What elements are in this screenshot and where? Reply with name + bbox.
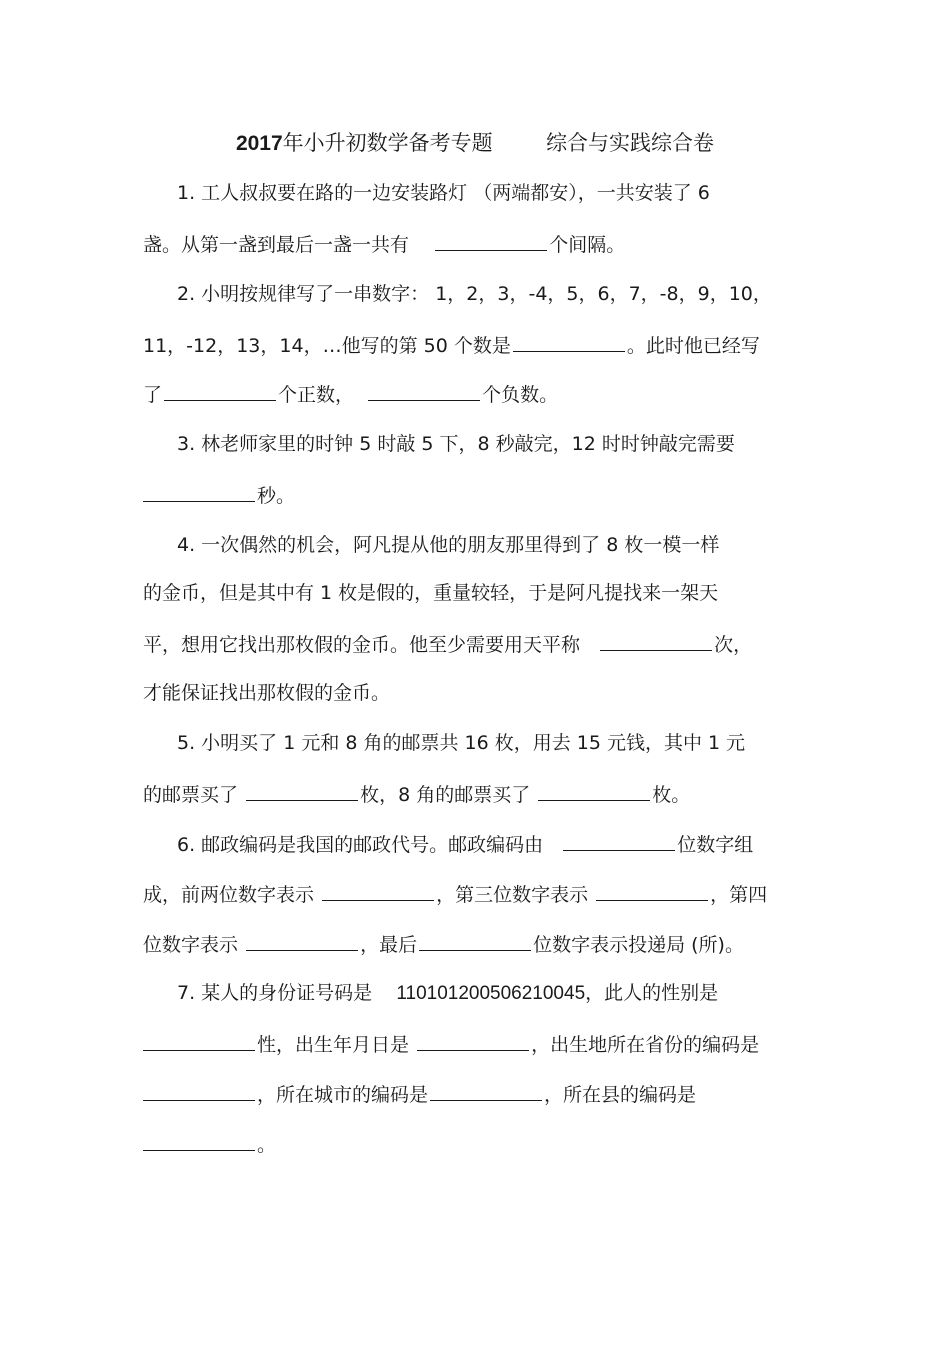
q6-line1: [177, 828, 807, 858]
q3-line2: [143, 479, 807, 509]
q7-text: ，出生地所在省份的编码是: [531, 1034, 760, 1056]
q4-line2: 的金币，但是其中有 1 枚是假的，重量较轻，于是阿凡提找来一架天: [143, 582, 719, 604]
answer-blank[interactable]: [563, 828, 675, 851]
q1-text: 盏。从第一盏到最后一盏一共有: [143, 234, 410, 256]
q4-text: 次，: [714, 634, 753, 656]
answer-blank[interactable]: [596, 878, 708, 901]
q7-text: ，所在县的编码是: [544, 1084, 697, 1106]
answer-blank[interactable]: [513, 329, 625, 352]
q7-line4: [143, 1128, 807, 1158]
answer-blank[interactable]: [417, 1028, 529, 1051]
answer-blank[interactable]: [430, 1078, 542, 1101]
q6-text: ，最后: [360, 934, 418, 956]
answer-blank[interactable]: [143, 1128, 255, 1151]
q2-text: 了: [143, 384, 163, 406]
q2-text: 11，-12，13，14，…他写的第 50 个数是: [143, 335, 511, 357]
answer-blank[interactable]: [143, 1028, 255, 1051]
q6-line2: [143, 878, 807, 908]
q5-text: 枚。: [652, 784, 691, 806]
q1-line2: [143, 228, 807, 258]
q5-line2: [143, 778, 807, 808]
q7-text: ，此人的性别是: [585, 982, 719, 1004]
q5-text: 的邮票买了: [143, 784, 239, 806]
q5-line1: 5. 小明买了 1 元和 8 角的邮票共 16 枚，用去 15 元钱，其中 1 元: [177, 732, 746, 754]
q6-text: ，第三位数字表示: [436, 884, 589, 906]
q2-text: 。此时他已经写: [626, 335, 760, 357]
answer-blank[interactable]: [246, 778, 358, 801]
answer-blank[interactable]: [246, 928, 358, 951]
q7-line2: [143, 1028, 807, 1058]
q5-text: 枚，8 角的邮票买了: [360, 784, 531, 806]
q2-line3: [143, 378, 807, 408]
answer-blank[interactable]: [538, 778, 650, 801]
title-sub: 综合与实践综合卷: [546, 131, 715, 155]
q4-line4: 才能保证找出那枚假的金币。: [143, 682, 391, 704]
q7-line3: [143, 1078, 807, 1108]
q6-line3: [143, 928, 807, 958]
page-title: [0, 128, 950, 159]
q4-line3: [143, 628, 807, 658]
q2-line2: [143, 329, 807, 359]
title-year: 2017: [235, 132, 283, 155]
answer-blank[interactable]: [164, 378, 276, 401]
q7-text: ，所在城市的编码是: [257, 1084, 429, 1106]
q7-line1: [177, 978, 807, 1008]
q6-text: 位数字表示投递局 (所)。: [533, 934, 744, 956]
q7-text: 性，出生年月日是: [257, 1034, 410, 1056]
q1-text: 个间隔。: [549, 234, 626, 256]
answer-blank[interactable]: [419, 928, 531, 951]
answer-blank[interactable]: [322, 878, 434, 901]
q4-line1: 4. 一次偶然的机会，阿凡提从他的朋友那里得到了 8 枚一模一样: [177, 534, 720, 556]
q7-text: 7. 某人的身份证号码是: [177, 982, 373, 1004]
q2-text: 个负数。: [482, 384, 559, 406]
q6-text: 6. 邮政编码是我国的邮政代号。邮政编码由: [177, 834, 544, 856]
q1-line1: 1. 工人叔叔要在路的一边安装路灯 （两端都安），一共安装了 6: [177, 182, 710, 204]
answer-blank[interactable]: [435, 228, 547, 251]
q6-text: 位数字组: [677, 834, 754, 856]
answer-blank[interactable]: [600, 628, 712, 651]
title-main: 年小升初数学备考专题: [282, 131, 493, 155]
q6-text: ，第四: [710, 884, 768, 906]
q4-text: 平，想用它找出那枚假的金币。他至少需要用天平称: [143, 634, 581, 656]
id-number: 110101200506210045: [396, 983, 586, 1004]
q6-text: 成，前两位数字表示: [143, 884, 315, 906]
q2-text: 个正数，: [278, 384, 355, 406]
answer-blank[interactable]: [143, 479, 255, 502]
q6-text: 位数字表示: [143, 934, 239, 956]
answer-blank[interactable]: [368, 378, 480, 401]
q2-line1: 2. 小明按规律写了一串数字： 1，2，3，-4，5，6，7，-8，9，10，: [177, 283, 772, 305]
q3-line1: 3. 林老师家里的时钟 5 时敲 5 下，8 秒敲完，12 时时钟敲完需要: [177, 433, 735, 455]
q3-text: 秒。: [257, 485, 296, 507]
q7-text: 。: [257, 1134, 277, 1156]
answer-blank[interactable]: [143, 1078, 255, 1101]
